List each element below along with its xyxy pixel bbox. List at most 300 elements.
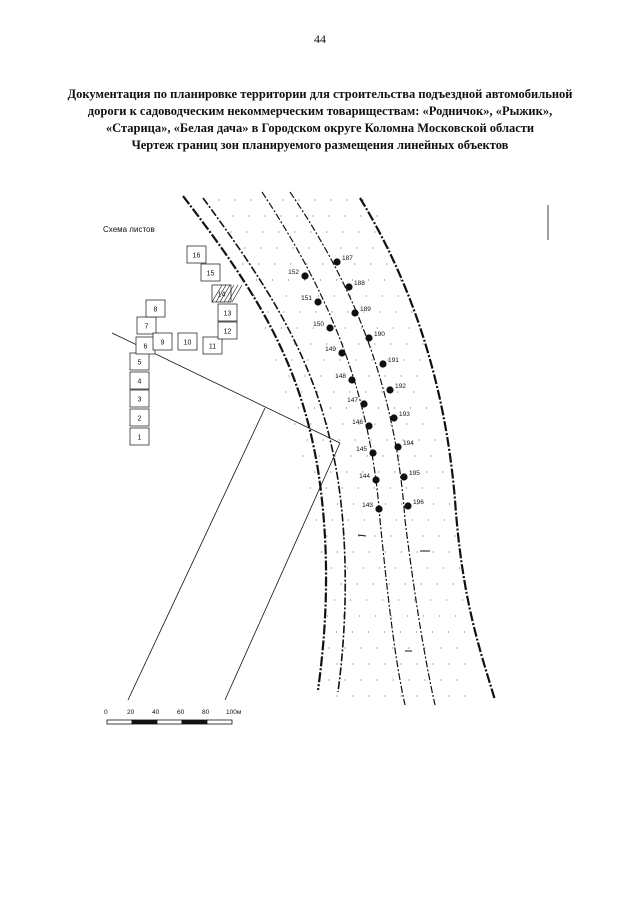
pattern-dot [320,279,321,280]
pattern-dot [336,631,337,632]
pattern-dot [383,455,384,456]
pattern-dot [336,663,337,664]
pattern-dot [446,599,447,600]
point-marker-150 [326,324,333,331]
pattern-dot [358,487,359,488]
pattern-dot [321,551,322,552]
pattern-dot [360,679,361,680]
pattern-dot [337,551,338,552]
pattern-dot [378,471,379,472]
pattern-dot [372,247,373,248]
pattern-dot [332,519,333,520]
pattern-dot [448,663,449,664]
pattern-dot [327,615,328,616]
title-line-2: дороги к садоводческим некоммерческим товариществам: «Родничок», «Рыжик», [87,104,553,118]
pattern-dot [406,423,407,424]
pattern-dot [347,311,348,312]
pattern-dot [401,503,402,504]
pattern-dot [308,247,309,248]
pattern-dot [448,695,449,696]
pattern-dot [318,295,319,296]
pattern-dot [390,487,391,488]
pattern-dot [455,615,456,616]
pattern-dot [285,391,286,392]
pattern-dot [432,631,433,632]
point-label-148: 148 [335,373,346,380]
pattern-dot [366,599,367,600]
pattern-dot [361,327,362,328]
pattern-dot [258,263,259,264]
point-marker-143 [375,505,382,512]
pattern-dot [296,215,297,216]
point-marker-148 [348,376,355,383]
pattern-dot [408,679,409,680]
pattern-dot [442,471,443,472]
scale-label-100: 100м [226,709,242,716]
pattern-dot [384,695,385,696]
sheet-label-12: 12 [223,328,232,336]
pattern-dot [440,679,441,680]
pattern-dot [358,343,359,344]
scale-segment-3 [157,720,182,724]
sheet-label-1: 1 [137,434,142,442]
pattern-dot [416,695,417,696]
sheet-label-5: 5 [137,359,142,367]
pattern-dot [333,391,334,392]
point-label-191: 191 [388,357,399,364]
pattern-dot [218,199,219,200]
pattern-dot [370,263,371,264]
scale-segment-5 [207,720,232,724]
pattern-dot [359,615,360,616]
pattern-dot [294,231,295,232]
title-line-3: «Старица», «Белая дача» в Городском округе Коломна Московской области [105,121,535,135]
pattern-dot [387,439,388,440]
title-line-1: Документация по планировке территории для строительства подъездной автомобильной [67,87,573,101]
pattern-dot [438,535,439,536]
pattern-dot [453,583,454,584]
pattern-dot [373,583,374,584]
pattern-dot [378,407,379,408]
scale-label-20: 20 [127,709,135,716]
pattern-dot [374,487,375,488]
pattern-dot [464,695,465,696]
pattern-dot [291,359,292,360]
pattern-dot [464,663,465,664]
scheme-title: Схема листов [103,225,155,234]
pattern-dot [342,535,343,536]
sheet-label-8: 8 [153,306,158,314]
pattern-dot [444,519,445,520]
pattern-dot [375,615,376,616]
pattern-dot [342,423,343,424]
pattern-dot [433,551,434,552]
pattern-dot [382,295,383,296]
pattern-dot [405,583,406,584]
pattern-dot [399,455,400,456]
pattern-dot [250,199,251,200]
pattern-dot [264,215,265,216]
sheet-label-13: 13 [223,310,232,318]
pattern-dot [330,407,331,408]
pattern-dot [317,391,318,392]
pattern-dot [376,215,377,216]
pattern-dot [368,631,369,632]
page-number: 44 [314,32,326,46]
point-marker-196 [404,502,411,509]
pattern-dot [303,455,304,456]
pattern-dot [351,455,352,456]
pattern-dot [390,535,391,536]
pattern-dot [360,647,361,648]
pattern-dot [409,327,410,328]
pattern-dot [400,663,401,664]
pattern-dot [298,407,299,408]
pattern-dot [242,263,243,264]
pattern-dot [403,359,404,360]
pattern-dot [352,663,353,664]
pattern-dot [440,647,441,648]
pattern-dot [416,663,417,664]
pattern-dot [393,327,394,328]
pattern-dot [364,519,365,520]
pattern-dot [314,199,315,200]
pattern-dot [395,567,396,568]
pattern-dot [276,247,277,248]
scale-label-40: 40 [152,709,160,716]
point-label-188: 188 [354,280,365,287]
point-label-196: 196 [413,499,424,506]
pattern-dot [342,231,343,232]
pattern-dot [336,279,337,280]
pattern-dot [449,503,450,504]
pattern-dot [265,327,266,328]
point-marker-191 [379,360,386,367]
pattern-dot [310,423,311,424]
pattern-dot [392,679,393,680]
point-marker-188 [345,283,352,290]
sheet-label-9: 9 [160,339,165,347]
pattern-dot [339,359,340,360]
scale-label-0: 0 [104,709,108,716]
point-marker-144 [372,476,379,483]
pattern-dot [322,263,323,264]
pattern-dot [315,311,316,312]
scale-segment-4 [182,720,207,724]
pattern-dot [326,487,327,488]
pattern-dot [413,391,414,392]
pattern-dot [400,279,401,280]
pattern-dot [294,423,295,424]
pattern-dot [358,231,359,232]
pattern-dot [416,631,417,632]
pattern-dot [304,375,305,376]
pattern-dot [342,487,343,488]
pattern-dot [330,471,331,472]
pattern-dot [246,231,247,232]
pattern-dot [390,343,391,344]
pattern-dot [462,599,463,600]
pattern-dot [232,215,233,216]
pattern-dot [282,199,283,200]
pattern-dot [349,391,350,392]
sheet-scheme [130,246,242,445]
point-label-144: 144 [359,473,370,480]
pattern-dot [456,679,457,680]
pattern-dot [355,439,356,440]
pattern-dot [395,311,396,312]
pattern-dot [319,455,320,456]
pattern-dot [401,551,402,552]
pattern-dot [397,391,398,392]
pattern-dot [459,567,460,568]
pattern-dot [431,455,432,456]
pattern-dot [352,631,353,632]
pattern-dot [374,343,375,344]
pattern-dot [283,311,284,312]
point-label-187: 187 [342,255,353,262]
point-marker-152 [301,272,308,279]
pattern-dot [344,679,345,680]
pattern-dot [385,551,386,552]
pattern-dot [407,615,408,616]
outer-boundary-right [360,198,495,700]
pattern-dot [384,663,385,664]
point-label-193: 193 [399,411,410,418]
scale-segment-2 [132,720,157,724]
point-label-143: 143 [362,502,373,509]
pattern-dot [274,263,275,264]
point-marker-195 [400,473,407,480]
sheet-label-6: 6 [143,343,148,351]
pattern-dot [356,247,357,248]
pattern-dot [392,647,393,648]
pattern-dot [368,663,369,664]
point-label-190: 190 [374,331,385,338]
pattern-dot [368,695,369,696]
pattern-dot [330,199,331,200]
point-label-195: 195 [409,470,420,477]
pattern-dot [422,487,423,488]
pattern-dot [412,519,413,520]
pattern-dot [408,647,409,648]
point-marker-147 [360,400,367,407]
pattern-dot [448,631,449,632]
pattern-dot [326,535,327,536]
pattern-dot [384,631,385,632]
pattern-dot [419,439,420,440]
pattern-dot [352,695,353,696]
point-label-152: 152 [288,269,299,276]
point-marker-151 [314,298,321,305]
pattern-dot [256,279,257,280]
pattern-dot [421,583,422,584]
pattern-dot [280,215,281,216]
pattern-dot [288,375,289,376]
sheet-label-15: 15 [206,270,215,278]
pattern-dot [427,567,428,568]
pattern-dot [430,599,431,600]
pattern-dot [347,567,348,568]
pattern-dot [254,295,255,296]
point-label-189: 189 [360,306,371,313]
point-marker-146 [365,422,372,429]
pattern-dot [414,599,415,600]
pattern-dot [314,471,315,472]
title-line-4: Чертеж границ зон планируемого размещения линейных объектов [131,138,509,152]
pattern-dot [384,375,385,376]
pattern-dot [326,343,327,344]
pattern-dot [328,647,329,648]
point-marker-192 [386,386,393,393]
pattern-dot [344,215,345,216]
pattern-dot [328,679,329,680]
point-label-147: 147 [347,397,358,404]
pattern-dot [366,295,367,296]
sheet-hatch-line [232,285,242,302]
pattern-dot [435,439,436,440]
point-label-194: 194 [403,440,414,447]
pattern-dot [310,231,311,232]
pattern-dot [352,279,353,280]
sheet-label-2: 2 [137,415,142,423]
pattern-dot [415,455,416,456]
pattern-dot [422,423,423,424]
point-marker-194 [394,443,401,450]
pattern-dot [379,567,380,568]
pattern-dot [348,519,349,520]
pattern-dot [290,263,291,264]
pattern-dot [368,279,369,280]
pattern-dot [288,279,289,280]
pattern-dot [340,247,341,248]
pattern-dot [345,327,346,328]
scale-label-80: 80 [202,709,210,716]
pattern-dot [428,519,429,520]
pattern-dot [306,263,307,264]
pattern-dot [386,263,387,264]
pattern-dot [371,439,372,440]
sheet-label-4: 4 [137,378,142,386]
pattern-dot [464,631,465,632]
pattern-dot [374,423,375,424]
pattern-dot [357,583,358,584]
pattern-dot [417,551,418,552]
point-label-149: 149 [325,346,336,353]
pattern-dot [426,471,427,472]
pattern-dot [422,535,423,536]
pattern-dot [398,295,399,296]
pattern-dot [443,567,444,568]
pattern-dot [314,407,315,408]
leader-line-2 [225,443,340,700]
pattern-dot [331,567,332,568]
pattern-dot [354,263,355,264]
pattern-dot [400,631,401,632]
pattern-dot [379,311,380,312]
pattern-dot [390,423,391,424]
sheet-label-10: 10 [183,339,192,347]
pattern-dot [368,375,369,376]
pattern-dot [389,583,390,584]
pattern-dot [381,391,382,392]
pattern-dot [365,391,366,392]
pattern-dot [339,439,340,440]
point-marker-145 [369,449,376,456]
sheet-label-3: 3 [137,396,142,404]
sheet-label-16: 16 [192,252,201,260]
pattern-dot [374,535,375,536]
pattern-dot [312,215,313,216]
pattern-dot [316,519,317,520]
pattern-dot [346,199,347,200]
pattern-dot [439,615,440,616]
pattern-dot [374,231,375,232]
point-marker-189 [351,309,358,316]
pattern-dot [398,599,399,600]
pattern-dot [298,199,299,200]
dot-pattern [218,199,465,696]
pattern-dot [433,503,434,504]
pattern-dot [272,279,273,280]
pattern-dot [400,695,401,696]
pattern-dot [419,359,420,360]
pattern-dot [424,679,425,680]
pattern-dot [456,647,457,648]
axis-left [262,192,405,705]
pattern-dot [334,295,335,296]
scale-label-60: 60 [177,709,185,716]
pattern-dot [426,407,427,408]
point-label-151: 151 [301,295,312,302]
point-marker-187 [333,258,340,265]
scale-segment-1 [107,720,132,724]
sheet-label-7: 7 [144,323,149,331]
pattern-dot [363,567,364,568]
sheet-label-14: 14 [217,291,226,299]
pattern-dot [394,407,395,408]
pattern-dot [382,599,383,600]
pattern-dot [353,551,354,552]
point-marker-190 [365,334,372,341]
pattern-dot [323,359,324,360]
pattern-dot [275,359,276,360]
pattern-dot [350,599,351,600]
pattern-dot [292,247,293,248]
pattern-dot [323,439,324,440]
pattern-dot [336,695,337,696]
pattern-dot [353,503,354,504]
pattern-dot [371,359,372,360]
pattern-dot [286,295,287,296]
pattern-dot [438,487,439,488]
pattern-dot [262,231,263,232]
pattern-dot [299,311,300,312]
pattern-dot [377,327,378,328]
pattern-dot [326,231,327,232]
pattern-dot [385,503,386,504]
point-marker-149 [338,349,345,356]
boundary-points [288,255,424,513]
pattern-dot [400,375,401,376]
pattern-dot [449,551,450,552]
pattern-dot [376,679,377,680]
pattern-dot [310,343,311,344]
pattern-dot [406,343,407,344]
pattern-dot [346,471,347,472]
pattern-dot [281,327,282,328]
pattern-dot [396,519,397,520]
